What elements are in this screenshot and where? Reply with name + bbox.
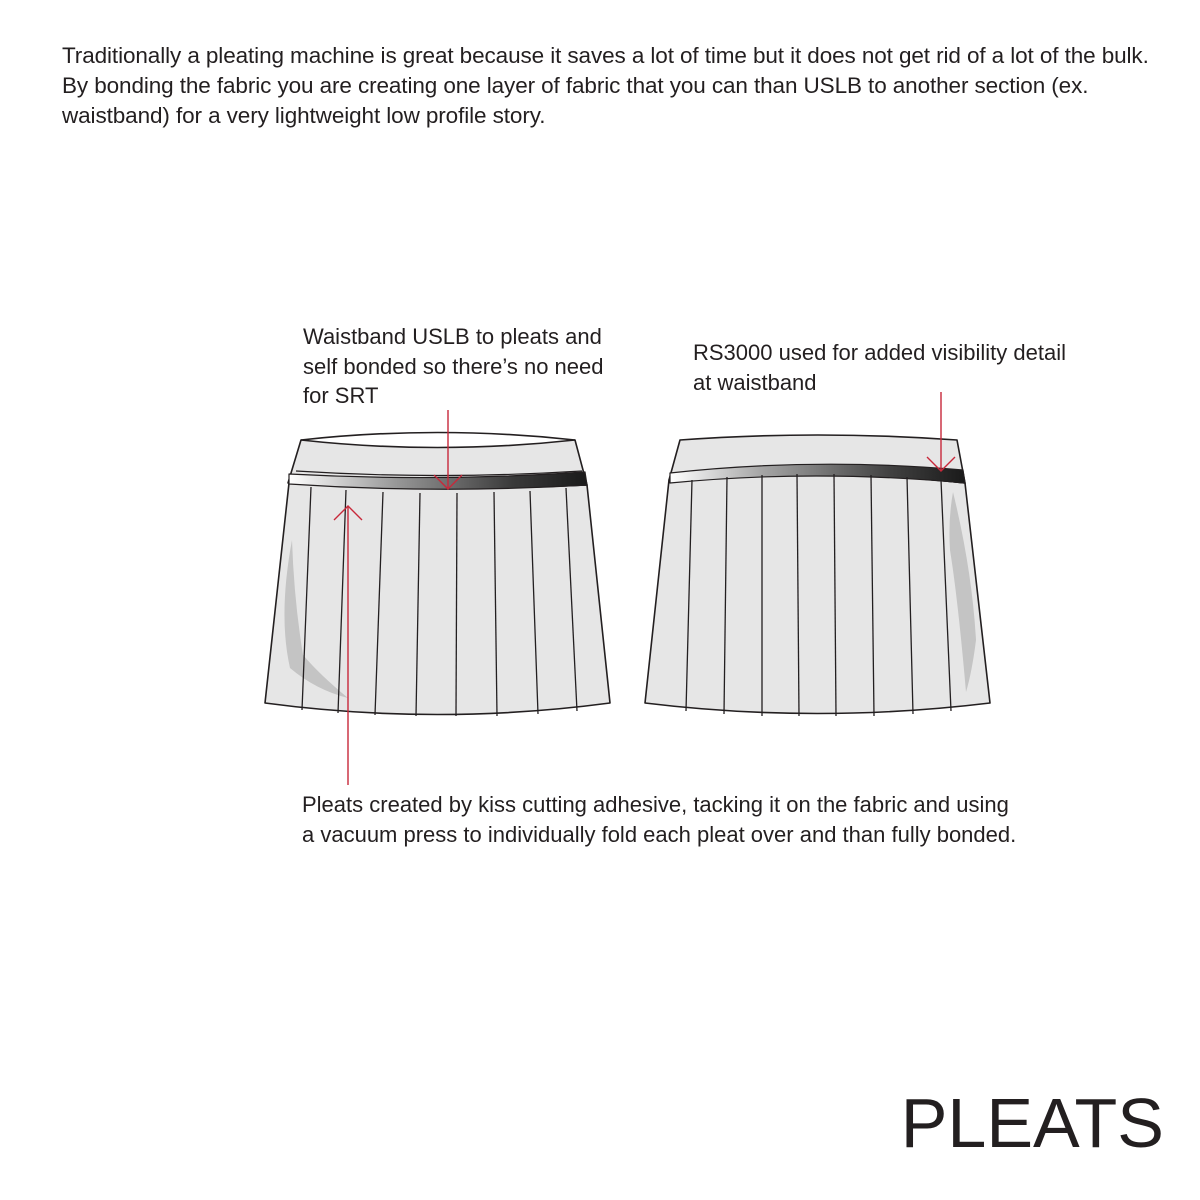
front-waistband-top bbox=[301, 433, 575, 441]
rs3000-callout: RS3000 used for added visibility detail at waistband bbox=[693, 340, 1067, 395]
waistband-callout: Waistband USLB to pleats and self bonded so there’s no need for SRT bbox=[303, 324, 604, 408]
pleats-callout: Pleats created by kiss cutting adhesive, tacking it on the fabric and using a vacuum press to individually fold each pleat over and than fully bonded. bbox=[302, 792, 1017, 847]
back-skirt-body bbox=[645, 474, 990, 713]
page-title: PLEATS bbox=[900, 1084, 1164, 1162]
intro-paragraph: Traditionally a pleating machine is great because it saves a lot of time but it does not get rid of a lot of the bulk. By bonding the fabric you are creating one layer of fabric that you can than USLB to another section (ex. waistband) for a very lightweight low profile story. bbox=[62, 43, 1149, 128]
skirt-back-illustration bbox=[645, 435, 990, 716]
skirt-front-illustration bbox=[265, 433, 610, 717]
